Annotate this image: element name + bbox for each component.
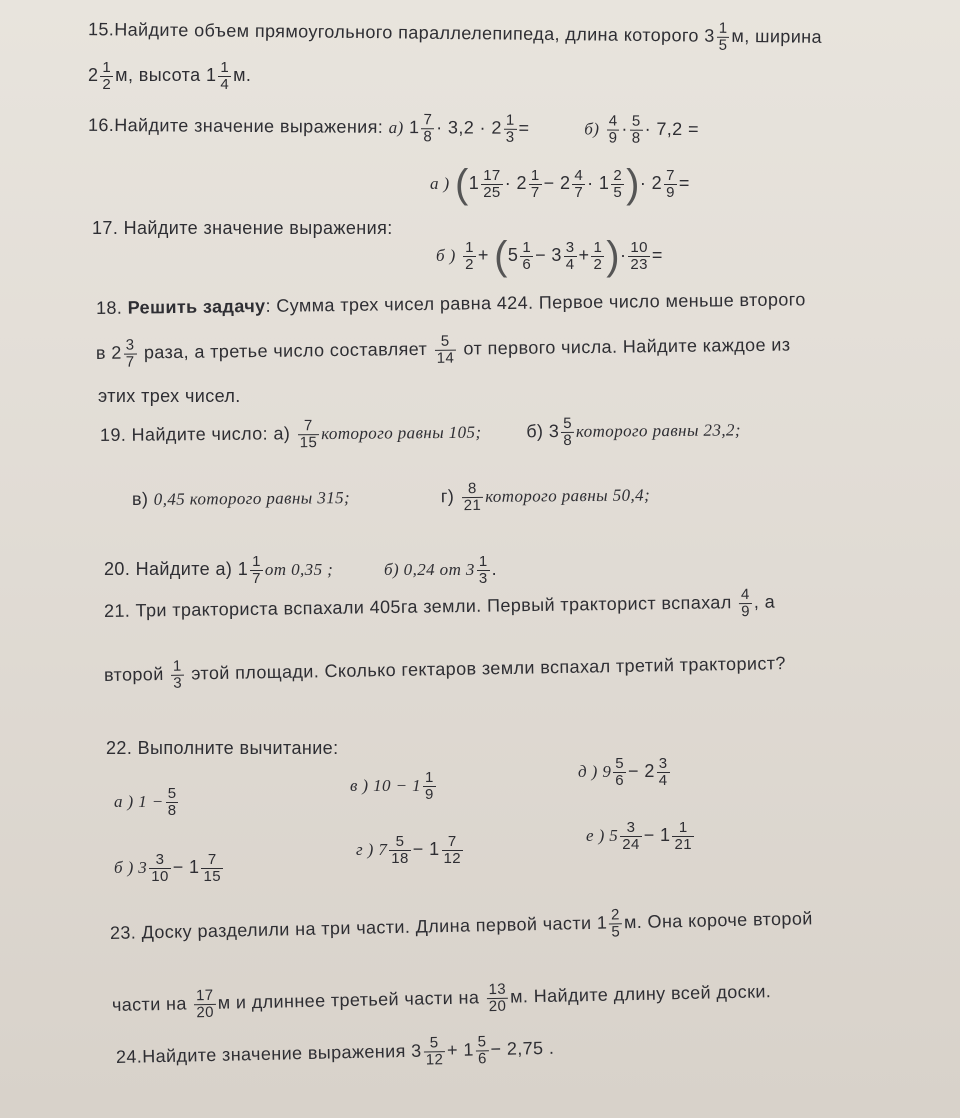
item-label: а) bbox=[388, 117, 404, 138]
problem-21-line-2: второй $\frac{1}{3}$ этой площади. Сколько гектаров земли вспахал третий тракторист? bbox=[103, 653, 786, 692]
problem-18-line-3: этих трех чисел. bbox=[98, 386, 241, 406]
item-label: в) bbox=[131, 488, 149, 509]
problem-24: 24.Найдите значение выражения 3 $\frac{5}{12}$ + 1 $\frac{5}{6}$ − 2,75 . bbox=[115, 1033, 555, 1069]
fraction: $\frac{4}{9}$ bbox=[608, 112, 618, 147]
item-label: б ) bbox=[436, 245, 456, 265]
problem-15-line-1 bbox=[88, 14, 822, 54]
item-label: а) bbox=[215, 559, 233, 579]
problem-18-line-2: в 2 $\frac{3}{7}$ раза, а третье число составляет $\frac{5}{14}$ от первого числа. Найдите каждое из bbox=[95, 332, 791, 371]
fraction: $\frac{5}{8}$ bbox=[631, 112, 641, 147]
problem-18-line-1: 18. Решить задачу: Сумма трех чисел равна 424. Первое число меньше второго bbox=[95, 289, 806, 318]
problem-23-line-1: 23. Доску разделили на три части. Длина первой части 1 $\frac{2}{5}$ м. Она короче второй bbox=[109, 906, 813, 943]
problem-17-a: а ) (1 $\frac{17}{25}$ · 2 $\frac{1}{7}$ − 2 $\frac{4}{7}$ · 1 $\frac{2}{5}$ )· 2 $\frac{7}{9}$ = bbox=[430, 162, 690, 206]
problem-19-line-1: 19. Найдите число: а) $\frac{7}{15}$ которого равны 105; б) 3 $\frac{5}{8}$ которого равны 23,2; bbox=[99, 414, 742, 452]
problem-20: 20. Найдите а) 1 $\frac{1}{7}$ от 0,35 ; б) 0,24 от 3 $\frac{1}{3}$ . bbox=[104, 553, 497, 587]
unit-text: м, высота bbox=[115, 65, 201, 85]
problem-22-d: д ) 9 $\frac{5}{6}$ − 2 $\frac{3}{4}$ bbox=[578, 755, 668, 789]
item-label: а) bbox=[273, 423, 291, 444]
problem-22-e: е ) 5 $\frac{3}{24}$ − 1 $\frac{1}{21}$ bbox=[586, 819, 692, 853]
problem-23-line-2: части на $\frac{17}{20}$ м и длиннее третьей части на $\frac{13}{20}$ м. Найдите длину всей доски. bbox=[111, 980, 772, 1021]
fraction: $\frac{1}{3}$ bbox=[505, 111, 515, 146]
problem-17-title bbox=[92, 218, 393, 239]
fraction: $\frac{1}{5}$ bbox=[718, 19, 728, 54]
mixed-whole: 3 bbox=[704, 25, 715, 46]
problem-16: 16.Найдите значение выражения: а) 1 $\frac{7}{8}$ · 3,2 · 2 $\frac{1}{3}$ = б) $\frac{4}{9}$ · $\frac{5}{8}$ · 7,2 = bbox=[87, 111, 700, 147]
fraction: $\frac{1}{2}$ bbox=[102, 59, 112, 93]
problem-22-g: г ) 7 $\frac{5}{18}$ − 1 $\frac{7}{12}$ bbox=[356, 833, 462, 867]
problem-22-v: в ) 10 − 1 $\frac{1}{9}$ bbox=[350, 769, 434, 803]
problem-17-b: б ) $\frac{1}{2}$ + (5 $\frac{1}{6}$ − 3 $\frac{3}{4}$ + $\frac{1}{2}$ )· $\frac{10}{23}$ = bbox=[436, 234, 663, 278]
problem-21-line-1: 21. Три тракториста вспахали 405га земли. Первый тракторист вспахал $\frac{4}{9}$ , а bbox=[103, 585, 776, 621]
problem-22-b: б ) 3 $\frac{3}{10}$ − 1 $\frac{7}{15}$ bbox=[114, 851, 221, 885]
unit-text: м. bbox=[233, 65, 252, 85]
bold-instruction: Решить задачу bbox=[127, 295, 266, 318]
problem-number: 15. bbox=[87, 19, 115, 40]
item-label: г) bbox=[440, 486, 455, 507]
problem-text: Найдите объем прямоугольного параллелепипеда, длина которого bbox=[114, 19, 700, 46]
unit-text: м, ширина bbox=[731, 25, 823, 47]
mixed-whole: 1 bbox=[205, 65, 217, 85]
item-label: б) bbox=[584, 119, 600, 139]
fraction: $\frac{1}{4}$ bbox=[220, 59, 230, 93]
fraction: $\frac{7}{8}$ bbox=[423, 111, 433, 146]
item-label: б) bbox=[526, 421, 544, 442]
problem-22-title: 22. Выполните вычитание: bbox=[106, 738, 339, 758]
problem-22-a: а ) 1 − $\frac{5}{8}$ bbox=[114, 785, 177, 819]
problem-19-line-2: в) 0,45 которого равны 315; г) $\frac{8}{21}$ которого равны 50,4; bbox=[131, 479, 651, 514]
problem-15-line-2 bbox=[88, 60, 251, 93]
item-label: а ) bbox=[430, 173, 450, 193]
problem-text: 16.Найдите значение выражения: bbox=[87, 114, 384, 137]
problem-text: 17. Найдите значение выражения: bbox=[92, 218, 393, 238]
mixed-whole: 2 bbox=[88, 65, 99, 85]
